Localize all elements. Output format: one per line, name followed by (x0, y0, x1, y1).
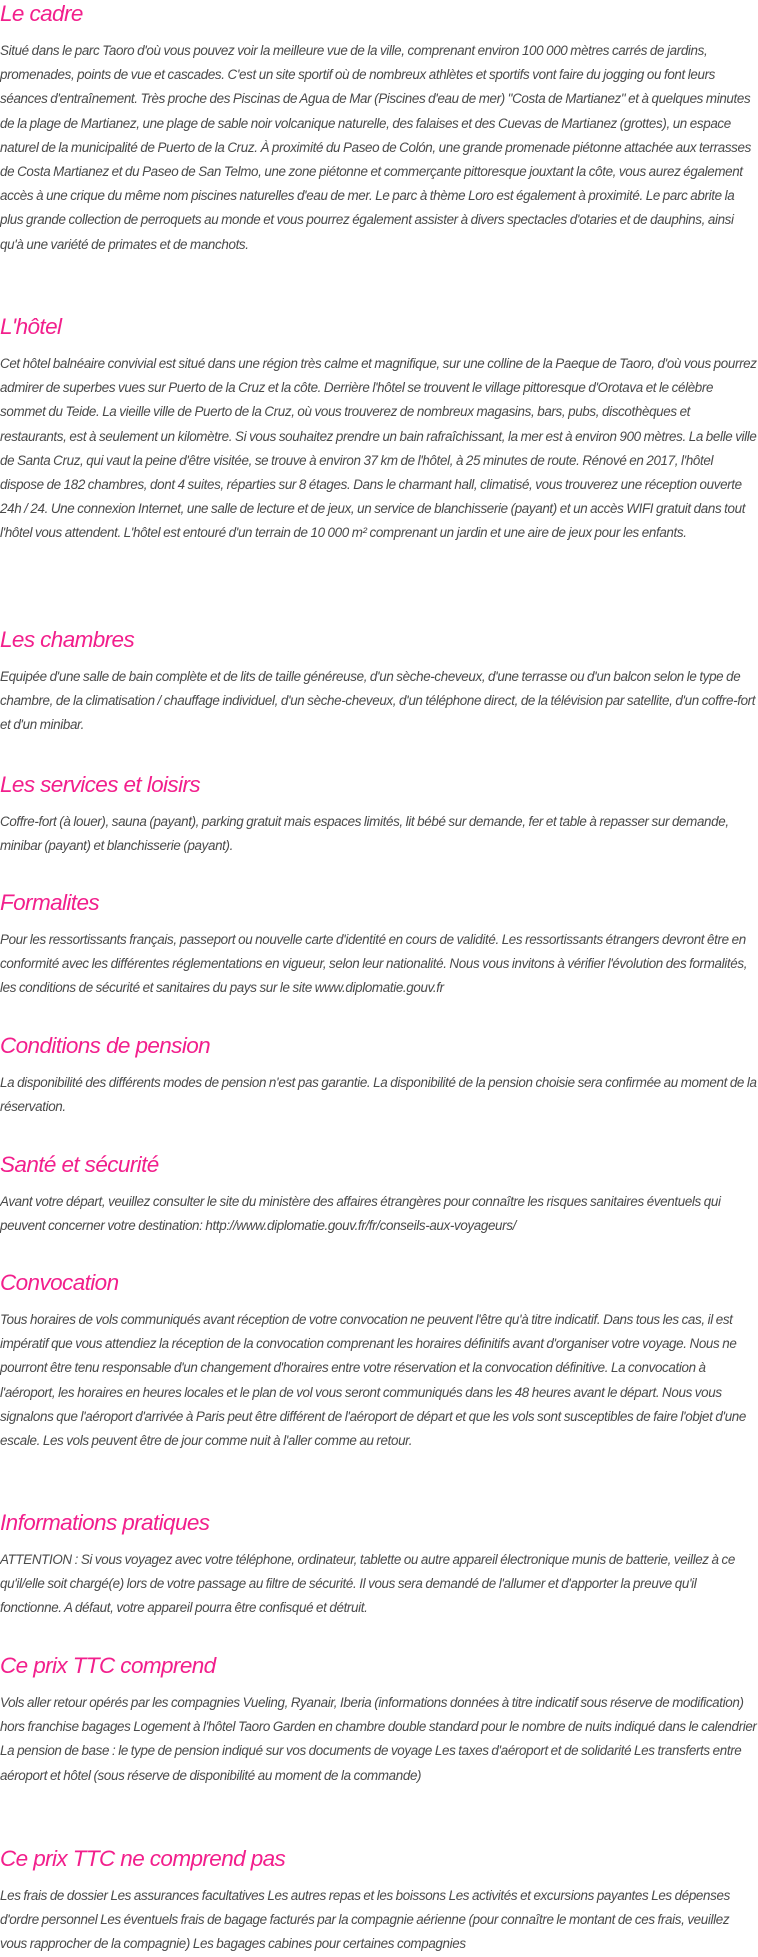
section-conditions-pension (0, 1032, 758, 1119)
section-services-loisirs (0, 771, 758, 858)
section-title: Les chambres (0, 627, 135, 652)
section-hotel (0, 313, 758, 546)
section-text: Vols aller retour opérés par les compagnies Vueling, Ryanair, Iberia (informations données à titre indicatif sous réserve de modification) hors franchise bagages Logement à l'hôtel Taoro Garden en chambre double standard pour le nombre de nuits indiqué dans le calendrier La pension de base : le type de pension indiqué sur vos documents de voyage Les taxes d'aéroport et de solidarité Les transferts entre aéroport et hôtel (sous réserve de disponibilité au moment de la commande) (0, 1695, 757, 1783)
section-convocation (0, 1269, 758, 1453)
section-title: Ce prix TTC comprend (0, 1653, 216, 1678)
section-title: Le cadre (0, 1, 83, 26)
section-title: Ce prix TTC ne comprend pas (0, 1846, 286, 1871)
section-text: Equipée d'une salle de bain complète et de lits de taille généreuse, d'un sèche-cheveux, d'une terrasse ou d'un balcon selon le type de chambre, de la climatisation / chauffage individuel, d'un sèche-cheveux, d'un téléphone direct, de la télévision par satellite, d'un coffre-fort et d'un minibar. (0, 669, 756, 733)
section-prix-ne-comprend-pas (0, 1845, 758, 1957)
section-informations-pratiques (0, 1509, 758, 1621)
section-text: Tous horaires de vols communiqués avant réception de votre convocation ne peuvent l'être qu'à titre indicatif. Dans tous les cas, il est impératif que vous attendiez la réception de la convocation comprenant les horaires définitifs avant d'organiser votre voyage. Nous ne pourront être tenu responsable d'un changement d'horaires entre votre réservation et la convocation définitive. La convocation à l'aéroport, les horaires en heures locales et le plan de vol vous seront communiqués dans les 48 heures avant le départ. Nous vous signalons que l'aéroport d'arrivée à Paris peut être différent de l'aéroport de départ et que les vols sont susceptibles de faire l'objet d'une escale. Les vols peuvent être de jour comme nuit à l'aller comme au retour. (0, 1312, 746, 1449)
section-sante-securite (0, 1151, 758, 1238)
section-title: L'hôtel (0, 314, 62, 339)
section-text: Coffre-fort (à louer), sauna (payant), parking gratuit mais espaces limités, lit bébé sur demande, fer et table à repasser sur demande, minibar (payant) et blanchisserie (payant). (0, 814, 729, 854)
section-text: Les frais de dossier Les assurances facultatives Les autres repas et les boissons Les activités et excursions payantes Les dépenses d'ordre personnel Les éventuels frais de bagage facturés par la compagnie aérienne (pour connaître le montant de ces frais, veuillez vous rapprocher de la compagnie) Les bagages cabines pour certaines compagnies (0, 1888, 730, 1952)
section-text: La disponibilité des différents modes de pension n'est pas garantie. La disponibilité de la pension choisie sera confirmée au moment de la réservation. (0, 1075, 757, 1115)
section-text: ATTENTION : Si vous voyagez avec votre téléphone, ordinateur, tablette ou autre appareil électronique munis de batterie, veillez à ce qu'il/elle soit chargé(e) lors de votre passage au filtre de sécurité. Il vous sera demandé de l'allumer et d'apporter la preuve qu'il fonctionne. A défaut, votre appareil pourra être confisqué et détruit. (0, 1552, 735, 1616)
section-title: Informations pratiques (0, 1510, 210, 1535)
section-chambres (0, 626, 758, 738)
section-title: Santé et sécurité (0, 1152, 159, 1177)
section-prix-comprend (0, 1652, 758, 1788)
section-title: Formalites (0, 890, 100, 915)
section-formalites (0, 889, 758, 1001)
section-text: Avant votre départ, veuillez consulter le site du ministère des affaires étrangères pour connaître les risques sanitaires éventuels qui peuvent concerner votre destination: http://www.diplomatie.gouv.fr/fr/conseils-aux-voyageurs/ (0, 1194, 721, 1234)
section-text: Situé dans le parc Taoro d'où vous pouvez voir la meilleure vue de la ville, comprenant environ 100 000 mètres carrés de jardins, promenades, points de vue et cascades. C'est un site sportif où de nombreux athlètes et sportifs vont faire du jogging ou font leurs séances d'entraînement. Très proche des Piscinas de Agua de Mar (Piscines d'eau de mer) "Costa de Martianez" et à quelques minutes de la plage de Martianez, une plage de sable noir volcanique naturelle, des falaises et des Cuevas de Martianez (grottes), un espace naturel de la municipalité de Puerto de la Cruz. À proximité du Paseo de Colón, une grande promenade piétonne attachée aux terrasses de Costa Martianez et du Paseo de San Telmo, une zone piétonne et commerçante pittoresque jouxtant la côte, vous aurez également accès à une crique du même nom piscines naturelles d'eau de mer. Le parc à thème Loro est également à proximité. Le parc abrite la plus grande collection de perroquets au monde et vous pourrez également assister à divers spectacles d'otaries et de dauphins, ainsi qu'à une variété de primates et de manchots. (0, 43, 751, 252)
section-text: Pour les ressortissants français, passeport ou nouvelle carte d'identité en cours de validité. Les ressortissants étrangers devront être en conformité avec les différentes réglementations en vigueur, selon leur nationalité. Nous vous invitons à vérifier l'évolution des formalités, les conditions de sécurité et sanitaires du pays sur le site www.diplomatie.gouv.fr (0, 932, 748, 996)
section-title: Conditions de pension (0, 1033, 211, 1058)
section-le-cadre (0, 0, 758, 257)
section-text: Cet hôtel balnéaire convivial est situé dans une région très calme et magnifique, sur une colline de la Paeque de Taoro, d'où vous pourrez admirer de superbes vues sur Puerto de la Cruz et la côte. Derrière l'hôtel se trouvent le village pittoresque d'Orotava et le célèbre sommet du Teide. La vieille ville de Puerto de la Cruz, où vous trouverez de nombreux magasins, bars, pubs, discothèques et restaurants, est à seulement un kilomètre. Si vous souhaitez prendre un bain rafraîchissant, la mer est à environ 900 mètres. La belle ville de Santa Cruz, qui vaut la peine d'être visitée, se trouve à environ 37 km de l'hôtel, à 25 minutes de route. Rénové en 2017, l'hôtel dispose de 182 chambres, dont 4 suites, réparties sur 8 étages. Dans le charmant hall, climatisé, vous trouverez une réception ouverte 24h / 24. Une connexion Internet, une salle de lecture et de jeux, un service de blanchisserie (payant) et un accès WIFI gratuit dans tout l'hôtel vous attendent. L'hôtel est entouré d'un terrain de 10 000 m² comprenant un jardin et une aire de jeux pour les enfants. (0, 356, 757, 541)
section-title: Convocation (0, 1270, 119, 1295)
section-title: Les services et loisirs (0, 772, 201, 797)
